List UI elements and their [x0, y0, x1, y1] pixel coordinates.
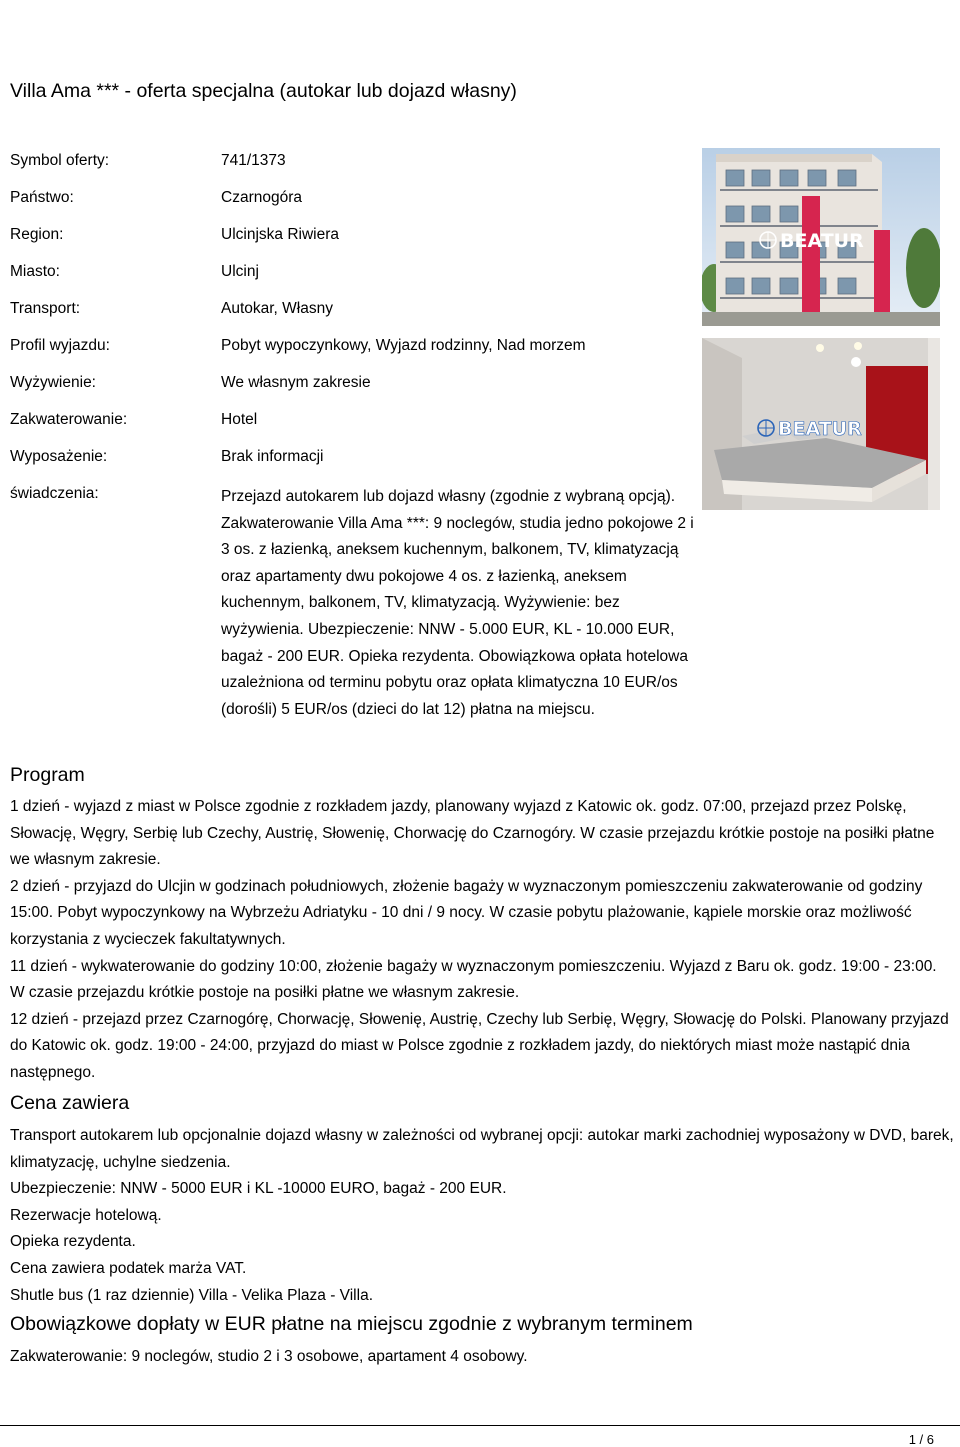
- spec-label-city: Miasto:: [10, 263, 60, 280]
- spec-value-board: We własnym zakresie: [221, 374, 371, 391]
- spec-value-symbol: 741/1373: [221, 152, 286, 169]
- spec-label-board: Wyżywienie:: [10, 374, 96, 391]
- program-text: [10, 794, 955, 1087]
- spec-value-country: Czarnogóra: [221, 189, 302, 206]
- mandatory-fee-item: Zakwaterowanie: 9 noclegów, studio 2 i 3 osobowe, apartament 4 osobowy.: [10, 1348, 528, 1365]
- spec-label-equipment: Wyposażenie:: [10, 448, 108, 465]
- spec-label-trip-profile: Profil wyjazdu:: [10, 337, 110, 354]
- mandatory-fees-heading: Obowiązkowe dopłaty w EUR płatne na miejscu zgodnie z wybranym terminem: [10, 1313, 693, 1335]
- spec-value-transport: Autokar, Własny: [221, 300, 333, 317]
- mandatory-fees-list: [10, 1344, 955, 1371]
- spec-label-transport: Transport:: [10, 300, 81, 317]
- price-includes-item: Opieka rezydenta.: [10, 1233, 136, 1251]
- program-heading: Program: [10, 764, 85, 786]
- spec-label-symbol: Symbol oferty:: [10, 152, 110, 169]
- program-day-1: 1 dzień - wyjazd z miast w Polsce zgodnie z rozkładem jazdy, planowany wyjazd z Katowic ok. godz. 07:00, przejazd przez Polskę, Słowację, Węgry, Serbię lub Czechy, Austrię, Słowenię, Chorwację do Czarnogóry. W czasie przejazdu krótkie postoje na posiłki płatne we własnym zakresie.: [10, 798, 935, 869]
- spec-label-country: Państwo:: [10, 189, 74, 206]
- price-includes-item: Transport autokarem lub opcjonalnie dojazd własny w zależności od wybranej opcji: autokar marki zachodniej wyposażony w DVD, barek, klimatyzację, uchylne siedzenia.: [10, 1127, 954, 1171]
- price-includes-item: Ubezpieczenie: NNW - 5000 EUR i KL -10000 EURO, bagaż - 200 EUR.: [10, 1180, 507, 1198]
- price-includes-list: [10, 1123, 955, 1309]
- spec-value-equipment: Brak informacji: [221, 448, 324, 465]
- page-title: Villa Ama *** - oferta specjalna (autokar lub dojazd własny): [10, 80, 517, 102]
- spec-value-accommodation: Hotel: [221, 411, 258, 428]
- footer-divider: [0, 1425, 960, 1426]
- price-includes-item: Cena zawiera podatek marża VAT.: [10, 1259, 247, 1277]
- spec-value-region: Ulcinjska Riwiera: [221, 226, 339, 243]
- hotel-room-photo: [702, 338, 940, 510]
- spec-value-trip-profile: Pobyt wypoczynkowy, Wyjazd rodzinny, Nad morzem: [221, 337, 586, 354]
- price-includes-heading: Cena zawiera: [10, 1092, 130, 1114]
- spec-label-services: świadczenia:: [10, 485, 99, 502]
- spec-label-accommodation: Zakwaterowanie:: [10, 411, 128, 428]
- program-day-11: 11 dzień - wykwaterowanie do godziny 10:00, złożenie bagaży w wyznaczonym pomieszczeniu. Wyjazd z Baru ok. godz. 19:00 - 23:00. W czasie przejazdu krótkie postoje na posiłki płatne we własnym zakresie.: [10, 957, 937, 1002]
- hotel-building-photo: [702, 148, 940, 326]
- price-includes-item: Rezerwacje hotelową.: [10, 1206, 162, 1224]
- spec-value-services: Przejazd autokarem lub dojazd własny (zgodnie z wybraną opcją). Zakwaterowanie Villa Ama ***: 9 noclegów, studia jedno pokojowe 2 i 3 os. z łazienką, aneksem kuchennym, balkonem, TV, klimatyzacją oraz apartamenty dwu pokojowe 4 os. z łazienką, aneksem kuchennym, balkonem, TV, klimatyzacją. Wyżywienie: bez wyżywienia. Ubezpieczenie: NNW - 5.000 EUR, KL - 10.000 EUR, bagaż - 200 EUR. Opieka rezydenta. Obowiązkowa opłata hotelowa uzależniona od terminu pobytu oraz opłata klimatyczna 10 EUR/os (dorośli) 5 EUR/os (dzieci do lat 12) płatna na miejscu.: [221, 488, 694, 718]
- spec-label-region: Region:: [10, 226, 64, 243]
- svg-text:BEATUR: BEATUR: [778, 418, 862, 440]
- program-day-2: 2 dzień - przyjazd do Ulcjin w godzinach południowych, złożenie bagaży w wyznaczonym pomieszczeniu zakwaterowanie od godziny 15:00. Pobyt wypoczynkowy na Wybrzeżu Adriatyku - 10 dni / 9 nocy. W czasie pobytu plażowanie, kąpiele morskie oraz możliwość korzystania z wycieczek fakultatywnych.: [10, 877, 923, 948]
- price-includes-item: Shutle bus (1 raz dziennie) Villa - Velika Plaza - Villa.: [10, 1286, 374, 1304]
- svg-text:BEATUR: BEATUR: [780, 230, 864, 252]
- page-number: 1 / 6: [908, 1432, 934, 1447]
- spec-value-city: Ulcinj: [221, 263, 259, 280]
- program-day-12: 12 dzień - przejazd przez Czarnogórę, Chorwację, Słowenię, Austrię, Czechy lub Serbię, Węgry, Słowację do Polski. Planowany przyjazd do Katowic ok. godz. 19:00 - 24:00, przyjazd do miast w Polsce zgodnie z rozkładem jazdy, do niektórych miast może nastąpić dnia następnego.: [10, 1010, 949, 1081]
